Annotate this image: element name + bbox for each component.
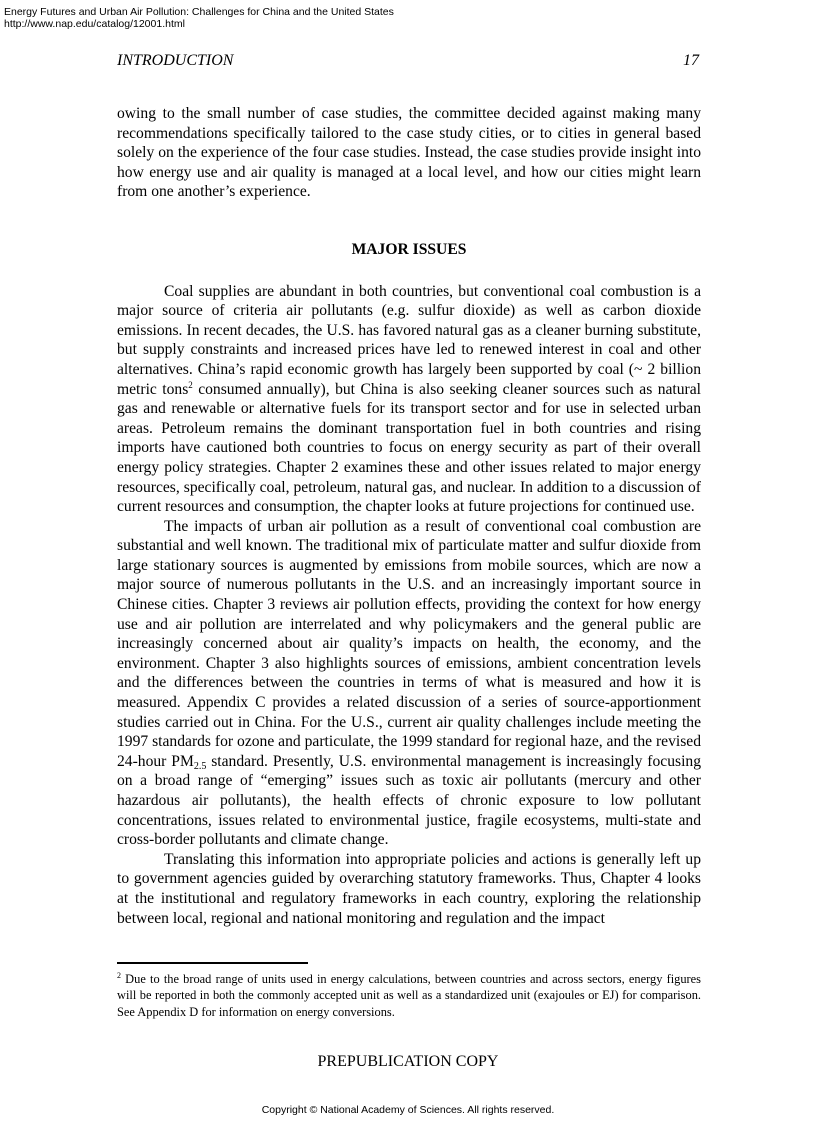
- footnote: [117, 971, 701, 1020]
- paragraph-energy-resources: [117, 282, 701, 517]
- page-number: 17: [683, 52, 699, 69]
- paragraph-air-pollution: [117, 517, 701, 850]
- source-header: [4, 6, 394, 30]
- footnote-marker: 2: [117, 971, 121, 980]
- subscript: 2.5: [193, 760, 207, 772]
- section-heading: MAJOR ISSUES: [351, 240, 467, 258]
- footnote-text: Due to the broad range of units used in energy calculations, between countries and across sectors, energy figures will be reported in both the commonly accepted unit as well as a standardized unit (exajoules or EJ) for comparison. See Appendix D for information on energy conversions.: [117, 972, 701, 1019]
- copyright-notice: Copyright © National Academy of Sciences. All rights reserved.: [261, 1104, 555, 1116]
- catalog-url[interactable]: http://www.nap.edu/catalog/12001.html: [4, 18, 185, 30]
- paragraph-policy: Translating this information into appropriate policies and actions is generally left up to government agencies guided by overarching statutory frameworks. Thus, Chapter 4 looks at the institutional and regulatory frameworks in each country, exploring the relationship between local, regional and national monitoring and regulation and the impact: [117, 850, 701, 927]
- footnote-divider: [117, 962, 308, 964]
- footnote-reference[interactable]: 2: [188, 379, 193, 390]
- paragraph-text: standard. Presently, U.S. environmental management is increasingly focusing on a broad range of “emerging” issues such as toxic air pollutants (mercury and other hazardous air pollutants), the health effects of chronic exposure to low pollutant concentrations, issues related to environmental justice, fragile ecosystems, multi-state and cross-border pollutants and climate change.: [117, 752, 701, 849]
- intro-paragraph: owing to the small number of case studies, the committee decided against making many recommendations specifically tailored to the case study cities, or to cities in general based solely on the experience of the four case studies. Instead, the case studies provide insight into how energy use and air quality is managed at a local level, and how our cities might learn from one another’s experience.: [117, 105, 701, 201]
- paragraph-text: The impacts of urban air pollution as a result of conventional coal combustion are substantial and well known. The traditional mix of particulate matter and sulfur dioxide from large stationary sources is augmented by emissions from mobile sources, which are now a major source of numerous pollutants in the U.S. and an increasingly important source in Chinese cities. Chapter 3 reviews air pollution effects, providing the context for how energy use and air pollution are interrelated and why policymakers and the general public are increasingly concerned about air quality’s impacts on health, the economy, and the environment. Chapter 3 also highlights sources of emissions, ambient concentration levels and the differences between the countries in terms of what is measured and how it is measured. Appendix C provides a related discussion of a series of source-apportionment studies carried out in China. For the U.S., current air quality challenges include meeting the 1997 standards for ozone and particulate, the 1999 standard for regional haze, and the revised 24-hour PM: [117, 517, 701, 770]
- prepublication-label: PREPUBLICATION COPY: [317, 1053, 499, 1070]
- body-text: [117, 104, 701, 928]
- chapter-title: INTRODUCTION: [117, 52, 234, 69]
- book-title-line: Energy Futures and Urban Air Pollution: Challenges for China and the United States: [4, 6, 394, 18]
- paragraph-text: Coal supplies are abundant in both countries, but conventional coal combustion is a major source of criteria air pollutants (e.g. sulfur dioxide) as well as carbon dioxide emissions. In recent decades, the U.S. has favored natural gas as a cleaner burning substitute, but supply constraints and increased prices have led to renewed interest in coal and other alternatives. China’s rapid economic growth has largely been supported by coal (~ 2 billion metric tons: [117, 282, 701, 398]
- paragraph-text: consumed annually), but China is also seeking cleaner sources such as natural gas and renewable or alternative fuels for its transport sector and for use in selected urban areas. Petroleum remains the dominant transportation fuel in both countries and rising imports have cautioned both countries to focus on energy security as part of their overall energy policy strategies. Chapter 2 examines these and other issues related to major energy resources, specifically coal, petroleum, natural gas, and nuclear. In addition to a discussion of current resources and consumption, the chapter looks at future projections for continued use.: [117, 380, 701, 516]
- running-header: [117, 52, 699, 72]
